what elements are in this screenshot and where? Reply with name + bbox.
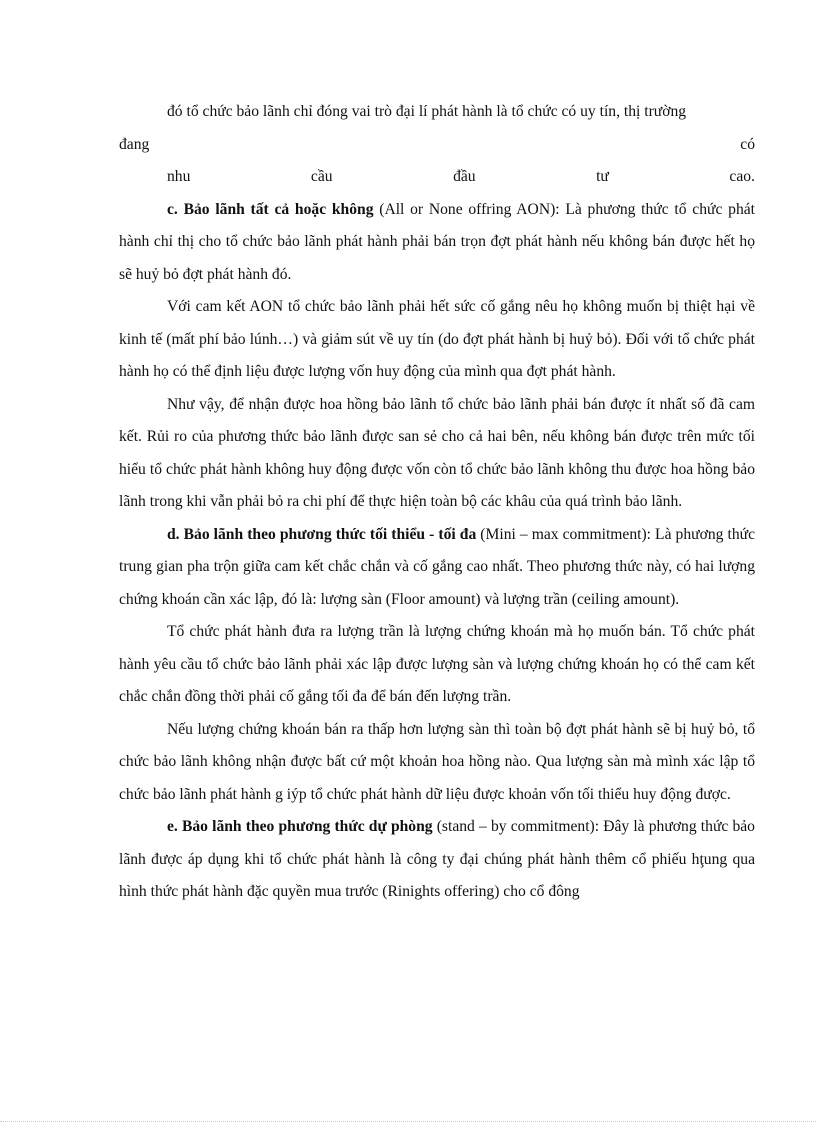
paragraph-to-chuc: Tổ chức phát hành đưa ra lượng trần là lượng chứng khoán mà họ muốn bán. Tổ chức phát hành yêu cầu tổ chức bảo lãnh phải xác lập được lượng sàn và lượng chứng khoán họ có thể cam kết chắc chắn đồng thời phải cố gắng tối đa để bán đến lượng trần. <box>119 623 755 705</box>
word: đang <box>119 135 150 153</box>
paragraph-continuation-line: đó tổ chức bảo lãnh chỉ đóng vai trò đại lí phát hành là tổ chức có uy tín, thị trường <box>167 103 687 120</box>
word: cao. <box>729 168 755 185</box>
section-e-text: (stand – by commitment): Đây là phương thức bảo lãnh được áp dụng khi tổ chức phát hành là công ty đại chúng phát hành thêm cổ phiếu hţung qua hình thức phát hành đặc quyền mua trước (Rinights offering) cho cổ đông <box>119 818 755 900</box>
section-c-text: (All or None offring AON): Là phương thức tổ chức phát hành chỉ thị cho tổ chức bảo lãnh phát hành phải bán trọn đợt phát hành nếu không bán được hết họ sẽ huỷ bỏ đợt phát hành đó. <box>119 200 756 283</box>
page-bottom-divider <box>0 1121 816 1122</box>
word: cầu <box>310 168 333 185</box>
paragraph-aon: Với cam kết AON tổ chức bảo lãnh phải hết sức cố gắng nêu họ không muốn bị thiệt hại về kinh tế (mất phí bảo lúnh…) và giảm sút về uy tín (do đợt phát hành bị huỷ bỏ). Đối với tổ chức phát hành họ có thể định liệu được lượng vốn huy động của mình qua đợt phát hành. <box>119 298 755 380</box>
section-d-paragraph <box>119 519 755 617</box>
section-d-text: (Mini – max commitment): Là phương thức trung gian pha trộn giữa cam kết chắc chắn và cố gắng cao nhất. Theo phương thức này, có hai lượng chứng khoán cần xác lập, đó là: lượng sàn (Floor amount) và lượng trần (ceiling amount). <box>119 525 755 608</box>
section-e-heading: e. Bảo lãnh theo phương thức dự phòng <box>167 818 433 835</box>
word: nhu <box>167 168 191 185</box>
paragraph-nhu-vay: Như vậy, để nhận được hoa hồng bảo lãnh tổ chức bảo lãnh phải bán được ít nhất số đã cam kết. Rủi ro của phương thức bảo lãnh được san sẻ cho cả hai bên, nếu không bán được trên mức tối hiểu tổ chức phát hành không huy động được vốn còn tổ chức bảo lãnh không thu được hoa hồng bảo lãnh trong khi vẫn phải bỏ ra chi phí để thực hiện toàn bộ các khâu của quá trình bảo lãnh. <box>119 395 755 510</box>
word: đầu <box>453 168 476 185</box>
section-e-paragraph <box>119 811 755 909</box>
justified-line-3 <box>119 161 755 194</box>
paragraph-continuation <box>119 96 755 129</box>
justified-line-2 <box>119 129 755 162</box>
word: có <box>740 135 755 153</box>
word: tư <box>596 168 609 185</box>
document-body <box>119 96 755 909</box>
section-d-heading: d. Bảo lãnh theo phương thức tối thiểu - tối đa <box>167 525 477 543</box>
paragraph-neu: Nếu lượng chứng khoán bán ra thấp hơn lượng sàn thì toàn bộ đợt phát hành sẽ bị huỷ bỏ, tổ chức bảo lãnh không nhận được bất cứ một khoản hoa hồng nào. Qua lượng sàn mà mình xác lập tổ chức bảo lãnh phát hành g iýp tổ chức phát hành dữ liệu được khoản vốn tối thiểu huy động được. <box>119 720 755 803</box>
section-c-paragraph <box>119 194 755 292</box>
section-c-heading: c. Bảo lãnh tất cả hoặc không <box>167 200 374 218</box>
